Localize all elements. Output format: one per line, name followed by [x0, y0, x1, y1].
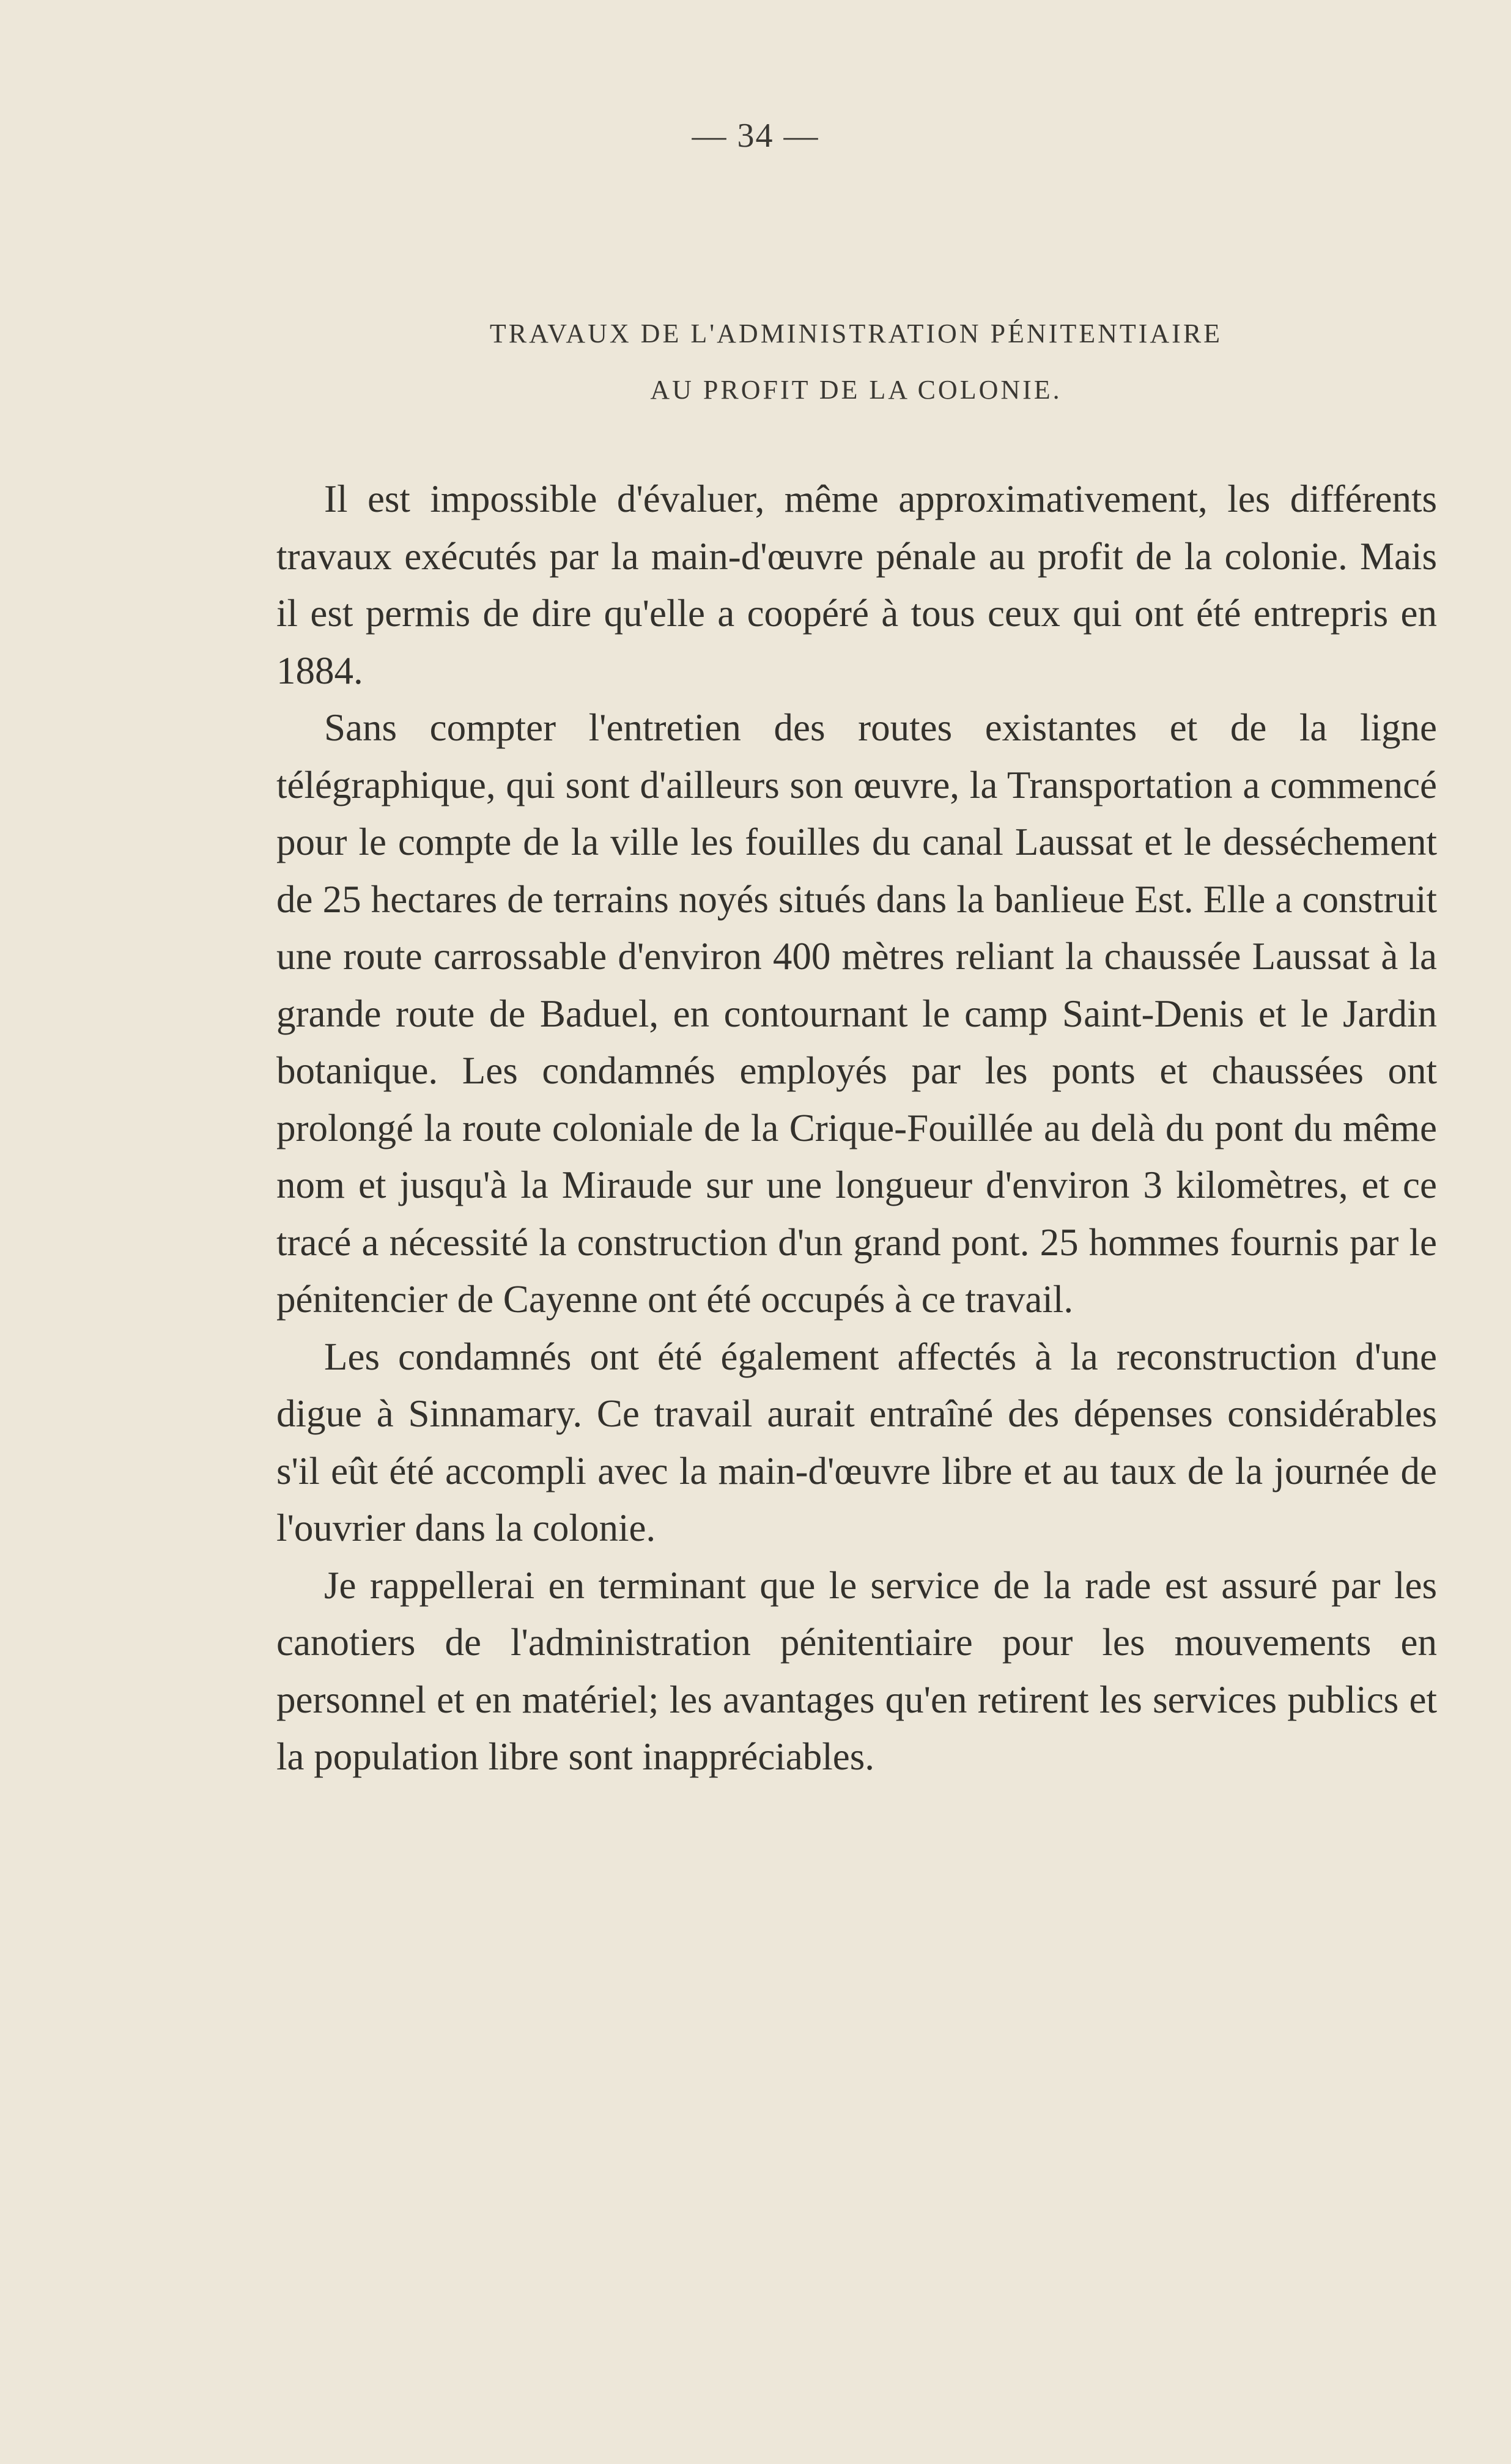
page-number: — 34 —: [692, 117, 819, 155]
paragraph-2: Sans compter l'entretien des routes existantes et de la ligne télégraphique, qui sont d'ailleurs son œuvre, la Transportation a commencé pour le compte de la ville les fouilles du canal Laussat et le desséchement de 25 hectares de terrains noyés situés dans la banlieue Est. Elle a construit une route carrossable d'environ 400 mètres reliant la chaussée Laussat à la grande route de Baduel, en contournant le camp Saint-Denis et le Jardin botanique. Les condamnés employés par les ponts et chaussées ont prolongé la route coloniale de la Crique-Fouillée au delà du pont du même nom et jusqu'à la Miraude sur une longueur d'environ 3 kilomètres, et ce tracé a nécessité la construction d'un grand pont. 25 hommes fournis par le pénitencier de Cayenne ont été occupés à ce travail.: [276, 706, 1437, 1321]
body-text: [276, 471, 1437, 1786]
paragraph-3: Les condamnés ont été également affectés à la reconstruction d'une digue à Sinnamary. Ce travail aurait entraîné des dépenses considérables s'il eût été accompli avec la main-d'œuvre libre et au taux de la journée de l'ouvrier dans la colonie.: [276, 1335, 1437, 1549]
paragraph-1: Il est impossible d'évaluer, même approximativement, les différents travaux exécutés par la main-d'œuvre pénale au profit de la colonie. Mais il est permis de dire qu'elle a coopéré à tous ceux qui ont été entrepris en 1884.: [276, 478, 1437, 692]
paragraph-4: Je rappellerai en terminant que le service de la rade est assuré par les canotiers de l'administration pénitentiaire pour les mouvements en personnel et en matériel; les avantages qu'en retirent les services publics et la population libre sont inappréciables.: [276, 1563, 1437, 1778]
section-heading-line-2: AU PROFIT DE LA COLONIE.: [650, 375, 1062, 405]
section-heading-line-1: TRAVAUX DE L'ADMINISTRATION PÉNITENTIAIRE: [489, 319, 1223, 349]
